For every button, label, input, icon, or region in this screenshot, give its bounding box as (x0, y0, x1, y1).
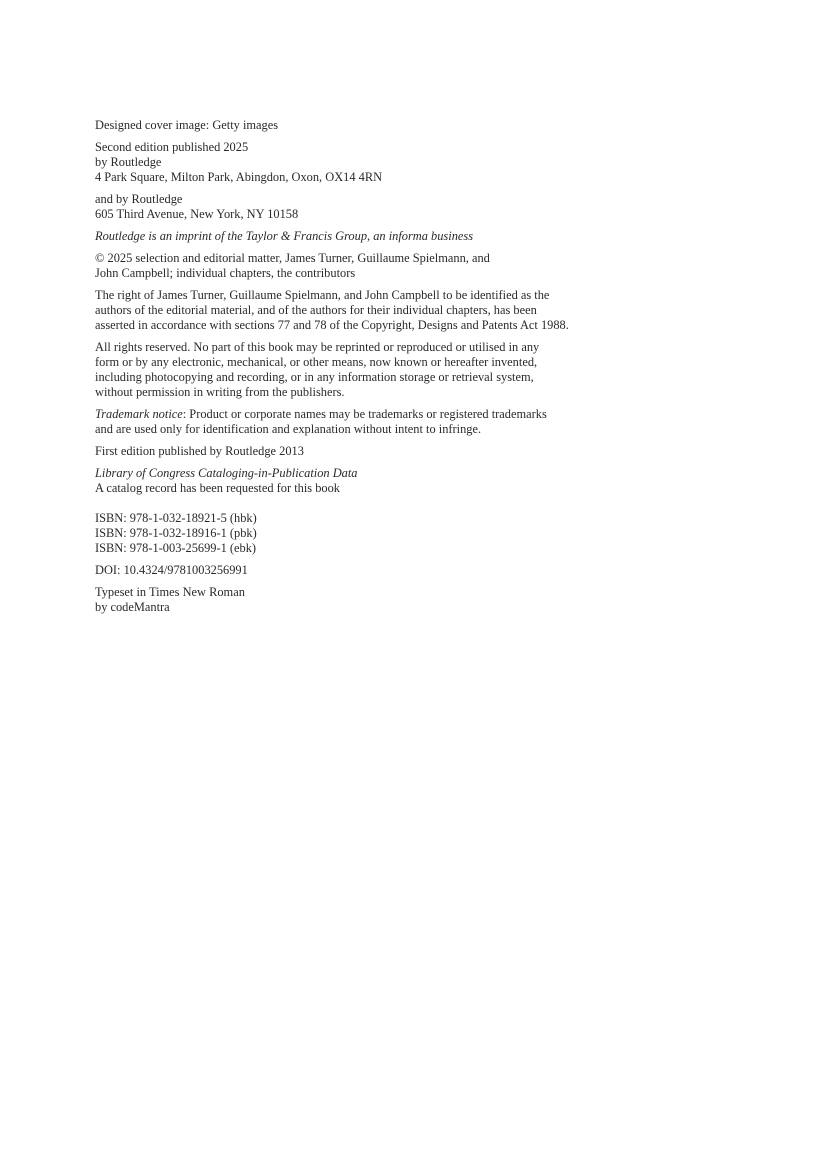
cover-credit (95, 118, 695, 133)
trademark-line-1-rest: : Product or corporate names may be trademarks or registered trademarks (182, 407, 547, 421)
copyright-line-1: © 2025 selection and editorial matter, James Turner, Guillaume Spielmann, and (95, 251, 490, 265)
moral-rights-line-3: asserted in accordance with sections 77 and 78 of the Copyright, Designs and Patents Act 1988. (95, 318, 569, 332)
publisher-line: by Routledge (95, 155, 162, 169)
cip-line: A catalog record has been requested for this book (95, 481, 340, 495)
doi-text: DOI: 10.4324/9781003256991 (95, 563, 248, 577)
isbn-hbk: ISBN: 978-1-032-18921-5 (hbk) (95, 511, 257, 525)
isbn-ebk: ISBN: 978-1-003-25699-1 (ebk) (95, 541, 257, 555)
edition-info (95, 140, 695, 185)
imprint-text: Routledge is an imprint of the Taylor & Francis Group, an informa business (95, 229, 474, 243)
rights-line-3: including photocopying and recording, or in any information storage or retrieval system, (95, 370, 534, 384)
cip-data (95, 466, 695, 496)
us-office (95, 192, 695, 222)
trademark-line-2: and are used only for identification and explanation without intent to infringe. (95, 422, 482, 436)
rights-reserved-notice (95, 340, 695, 400)
typeset-line-2: by codeMantra (95, 600, 170, 614)
copyright-notice (95, 251, 695, 281)
trademark-line-1 (95, 407, 695, 422)
publisher-address: 4 Park Square, Milton Park, Abingdon, Oxon, OX14 4RN (95, 170, 383, 184)
copyright-line-2: John Campbell; individual chapters, the contributors (95, 266, 356, 280)
cip-heading: Library of Congress Cataloging-in-Publication Data (95, 466, 358, 480)
isbn-pbk: ISBN: 978-1-032-18916-1 (pbk) (95, 526, 257, 540)
rights-line-4: without permission in writing from the publishers. (95, 385, 345, 399)
edition-line: Second edition published 2025 (95, 140, 249, 154)
rights-line-1: All rights reserved. No part of this book may be reprinted or reproduced or utilised in any (95, 340, 540, 354)
trademark-label: Trademark notice (95, 407, 183, 421)
us-publisher-address: 605 Third Avenue, New York, NY 10158 (95, 207, 299, 221)
typeset-info (95, 585, 695, 615)
cover-credit-text: Designed cover image: Getty images (95, 118, 279, 132)
rights-line-2: form or by any electronic, mechanical, or other means, now known or hereafter invented, (95, 355, 538, 369)
typeset-line-1: Typeset in Times New Roman (95, 585, 245, 599)
imprint-statement (95, 229, 695, 244)
moral-rights-notice (95, 288, 695, 333)
moral-rights-line-2: authors of the editorial material, and of the authors for their individual chapters, has been (95, 303, 537, 317)
first-edition-text: First edition published by Routledge 2013 (95, 444, 304, 458)
isbn-list (95, 511, 695, 556)
doi (95, 563, 695, 578)
us-publisher-line: and by Routledge (95, 192, 183, 206)
first-edition-note (95, 444, 695, 459)
trademark-notice (95, 407, 695, 437)
copyright-block (95, 118, 695, 622)
moral-rights-line-1: The right of James Turner, Guillaume Spielmann, and John Campbell to be identified as the (95, 288, 550, 302)
